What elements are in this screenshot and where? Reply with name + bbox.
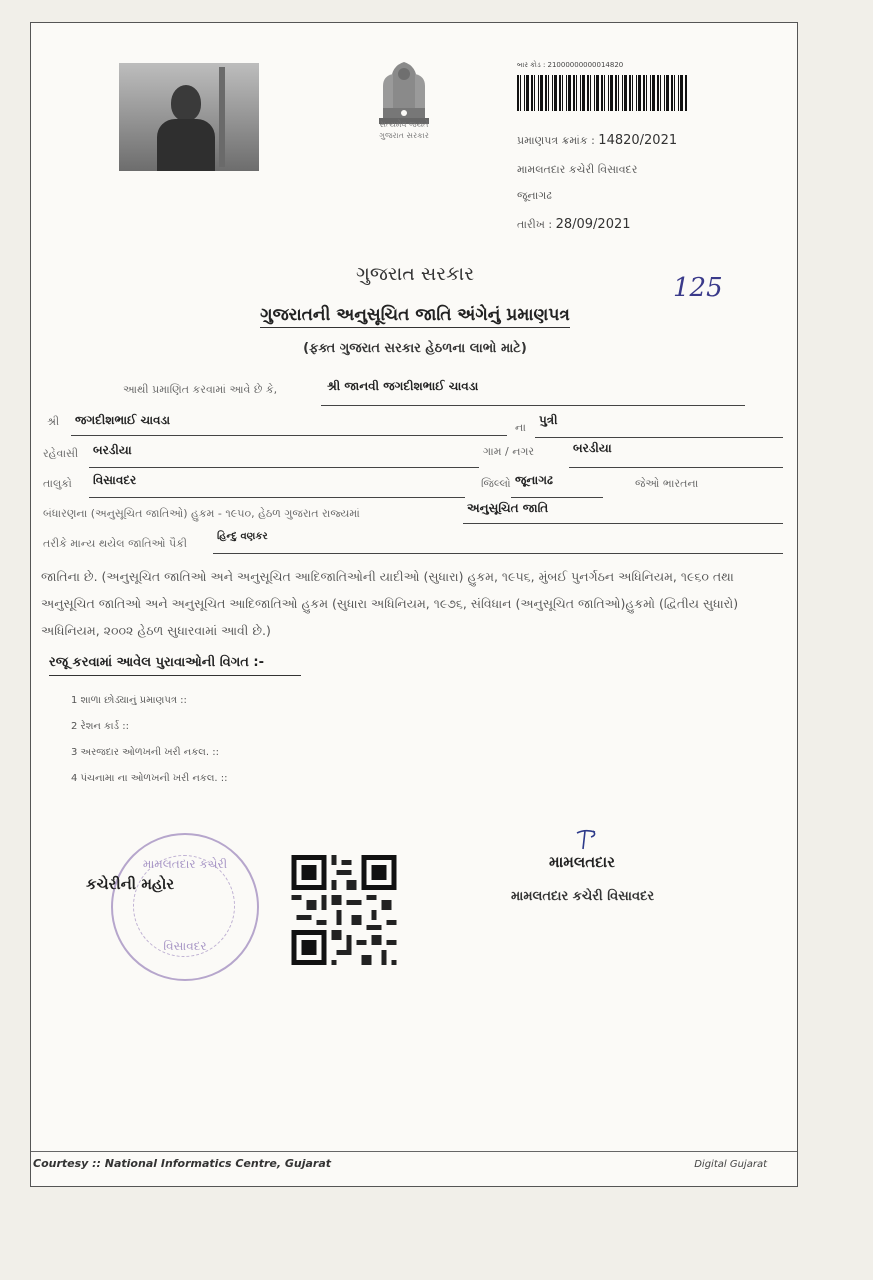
village: બરડીયા [573, 441, 612, 455]
relation-label: ના [515, 421, 526, 434]
village-label: ગામ / નગર [483, 445, 535, 458]
legal-paragraph: જાતિના છે. (અનુસૂચિત જાતિઓ અને અનુસૂચિત આદિજાતિઓની યાદીઓ (સુધારા) હુકમ, ૧૯૫૬, મુંબઈ પુનર્ગઠન અધિનિયમ, ૧૯૬૦ તથા અનુસૂચિત જાતિઓ અને અનુસૂચિત આદિજાતિઓ હુકમ (સુધારા અધિનિયમ, ૧૯૭૬, સંવિધાન (અનુસૂચિત જાતિઓ)હુકમો (દ્વિતીય સુધારો) અધિનિયમ, ૨૦૦૨ હેઠળ સુધારવામાં આવી છે.) [41, 569, 739, 638]
emblem-caption: સત્યમેવ જયતે ગુજરાત સરકાર [379, 120, 429, 140]
signature-icon [573, 827, 603, 851]
issuing-office: મામલતદાર કચેરી વિસાવદર [517, 163, 638, 176]
father-prefix: શ્રી [47, 415, 60, 428]
barcode [517, 75, 687, 111]
footer-courtesy: Courtesy :: National Informatics Centre, Gujarat [33, 1157, 332, 1170]
seal-label: કચેરીની મહોર [86, 875, 175, 893]
certificate-number: પ્રમાણપત્ર ક્રમાંક : 14820/2021 [517, 133, 678, 148]
country-label: જેઓ ભારતના [635, 477, 699, 490]
applicant-photo [119, 63, 259, 171]
officer-office: મામલતદાર કચેરી વિસાવદર [511, 889, 655, 904]
certificate-page [30, 22, 798, 1187]
order-text: બંધારણના (અનુસૂચિત જાતિઓ) હુકમ - ૧૯૫૦, હેઠળ ગુજરાત રાજ્યમાં [43, 507, 360, 520]
resident: બરડીયા [93, 443, 132, 457]
caste-label: તરીકે માન્ય થયેલ જાતિઓ પૈકી [43, 537, 188, 550]
applicant-name: શ્રી જાનવી જગદીશભાઈ ચાવડા [327, 379, 479, 393]
district: જૂનાગઢ [515, 473, 553, 487]
relation: પુત્રી [539, 413, 558, 427]
category: અનુસૂચિત જાતિ [467, 501, 549, 515]
document-item: 1 શાળા છોડ્યાનું પ્રમાણપત્ર :: [71, 695, 187, 706]
handwritten-number: 125 [673, 273, 723, 303]
documents-title: રજૂ કરવામાં આવેલ પુરાવાઓની વિગત :- [49, 655, 264, 670]
taluka: વિસાવદર [93, 473, 137, 487]
office-seal: મામલતદાર કચેરી વિસાવદર [111, 833, 259, 981]
document-item: 2 રેશન કાર્ડ :: [71, 721, 129, 732]
document-item: 4 પંચનામા ના ઓળખની ખરી નકલ. :: [71, 773, 228, 784]
caste: હિન્દુ વણકર [217, 531, 268, 542]
certify-label: આથી પ્રમાણિત કરવામાં આવે છે કે, [123, 383, 278, 396]
father-name: જગદીશભાઈ ચાવડા [75, 413, 171, 427]
certificate-title: ગુજરાતની અનુસૂચિત જાતિ અંગેનું પ્રમાણપત્ર [31, 305, 799, 325]
district-label: જિલ્લો [481, 477, 511, 490]
issue-date: તારીખ : 28/09/2021 [517, 217, 631, 232]
resident-label: રહેવાસી [43, 447, 79, 460]
officer-title: મામલતદાર [549, 853, 615, 871]
barcode-label: બાર કોડ : 21000000000014820 [517, 61, 624, 69]
qr-code-icon [291, 855, 397, 965]
document-item: 3 અરજદાર ઓળખની ખરી નકલ. :: [71, 747, 219, 758]
government-title: ગુજરાત સરકાર [355, 263, 475, 285]
taluka-label: તાલુકો [43, 477, 72, 490]
certificate-subtitle: (ફક્ત ગુજરાત સરકાર હેઠળના લાભો માટે) [303, 341, 527, 356]
issuing-district: જૂનાગઢ [517, 189, 552, 202]
footer-brand: Digital Gujarat [694, 1159, 767, 1170]
